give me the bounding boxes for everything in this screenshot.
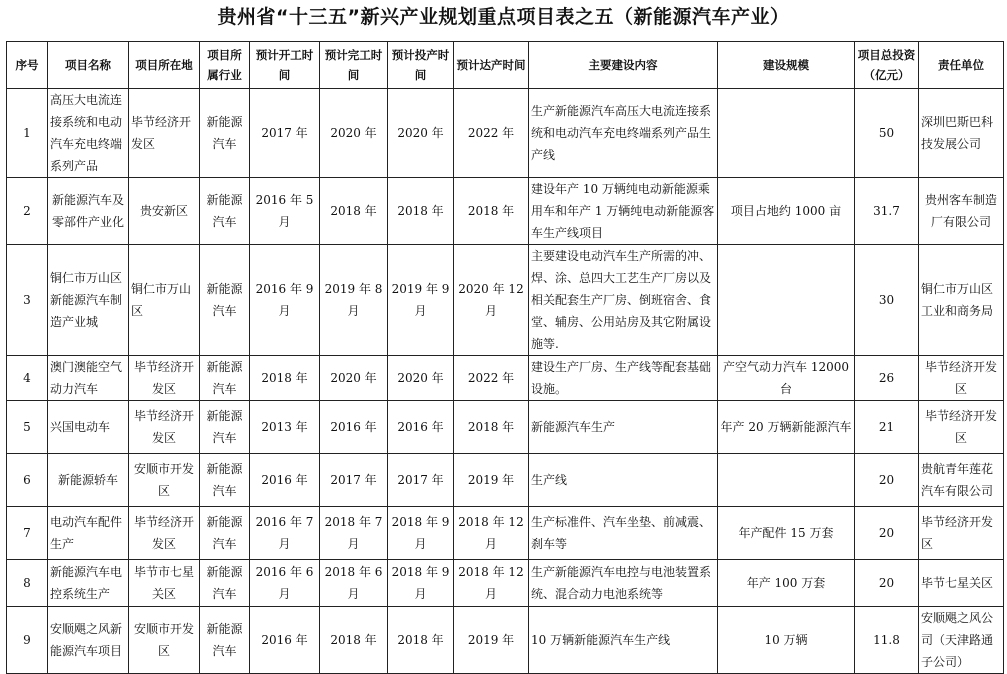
- cell-industry: 新能源汽车: [200, 454, 250, 507]
- table-row: [7, 454, 1004, 507]
- cell-content: 生产线: [529, 454, 718, 507]
- cell-name: 新能源轿车: [48, 454, 129, 507]
- cell-scale: 年产 100 万套: [718, 560, 855, 607]
- cell-seq: 9: [7, 607, 48, 674]
- cell-investment: 30: [855, 245, 919, 356]
- cell-start: 2016 年: [250, 454, 320, 507]
- cell-name: 兴国电动车: [48, 401, 129, 454]
- cell-start: 2016 年 7 月: [250, 507, 320, 560]
- cell-scale: 产空气动力汽车 12000 台: [718, 356, 855, 401]
- cell-capacity: 2022 年: [454, 89, 529, 178]
- cell-content: 建设年产 10 万辆纯电动新能源乘用车和年产 1 万辆纯电动新能源客车生产线项目: [529, 178, 718, 245]
- cell-content: 10 万辆新能源汽车生产线: [529, 607, 718, 674]
- cell-investment: 26: [855, 356, 919, 401]
- cell-industry: 新能源汽车: [200, 507, 250, 560]
- cell-start: 2016 年 5 月: [250, 178, 320, 245]
- table-row: [7, 401, 1004, 454]
- cell-capacity: 2018 年 12 月: [454, 507, 529, 560]
- cell-finish: 2019 年 8 月: [320, 245, 388, 356]
- header-production: 预计投产时间: [388, 42, 454, 89]
- cell-production: 2016 年: [388, 401, 454, 454]
- cell-seq: 8: [7, 560, 48, 607]
- header-capacity: 预计达产时间: [454, 42, 529, 89]
- cell-seq: 3: [7, 245, 48, 356]
- cell-production: 2017 年: [388, 454, 454, 507]
- cell-finish: 2018 年: [320, 178, 388, 245]
- header-finish: 预计完工时间: [320, 42, 388, 89]
- header-content: 主要建设内容: [529, 42, 718, 89]
- cell-investment: 20: [855, 454, 919, 507]
- cell-unit: 毕节经济开发区: [919, 356, 1004, 401]
- cell-seq: 5: [7, 401, 48, 454]
- cell-name: 安顺飓之风新能源汽车项目: [48, 607, 129, 674]
- cell-capacity: 2018 年: [454, 178, 529, 245]
- cell-name: 新能源汽车电控系统生产: [48, 560, 129, 607]
- cell-unit: 深圳巴斯巴科技发展公司: [919, 89, 1004, 178]
- cell-scale: [718, 89, 855, 178]
- cell-name: 高压大电流连接系统和电动汽车充电终端系列产品: [48, 89, 129, 178]
- cell-investment: 21: [855, 401, 919, 454]
- cell-name: 电动汽车配件生产: [48, 507, 129, 560]
- cell-industry: 新能源汽车: [200, 89, 250, 178]
- cell-location: 毕节经济开发区: [129, 507, 200, 560]
- header-location: 项目所在地: [129, 42, 200, 89]
- cell-industry: 新能源汽车: [200, 560, 250, 607]
- header-industry: 项目所属行业: [200, 42, 250, 89]
- cell-seq: 2: [7, 178, 48, 245]
- header-start: 预计开工时间: [250, 42, 320, 89]
- cell-start: 2016 年: [250, 607, 320, 674]
- cell-start: 2016 年 9 月: [250, 245, 320, 356]
- table-row: [7, 507, 1004, 560]
- cell-location: 毕节市七星关区: [129, 560, 200, 607]
- cell-unit: 毕节经济开发区: [919, 507, 1004, 560]
- cell-name: 新能源汽车及零部件产业化: [48, 178, 129, 245]
- cell-start: 2017 年: [250, 89, 320, 178]
- cell-location: 毕节经济开发区: [129, 89, 200, 178]
- cell-start: 2018 年: [250, 356, 320, 401]
- table-row: [7, 89, 1004, 178]
- cell-investment: 20: [855, 560, 919, 607]
- cell-industry: 新能源汽车: [200, 356, 250, 401]
- table-header-row: [7, 42, 1004, 89]
- cell-unit: 贵州客车制造厂有限公司: [919, 178, 1004, 245]
- cell-unit: 安顺飓之风公司（天津路通子公司）: [919, 607, 1004, 674]
- cell-investment: 50: [855, 89, 919, 178]
- cell-location: 毕节经济开发区: [129, 356, 200, 401]
- cell-content: 新能源汽车生产: [529, 401, 718, 454]
- cell-production: 2020 年: [388, 89, 454, 178]
- cell-scale: 年产 20 万辆新能源汽车: [718, 401, 855, 454]
- cell-seq: 4: [7, 356, 48, 401]
- table-row: [7, 178, 1004, 245]
- cell-capacity: 2019 年: [454, 454, 529, 507]
- cell-production: 2018 年: [388, 178, 454, 245]
- cell-finish: 2018 年 7 月: [320, 507, 388, 560]
- table-row: [7, 245, 1004, 356]
- cell-location: 安顺市开发区: [129, 607, 200, 674]
- cell-finish: 2018 年: [320, 607, 388, 674]
- cell-location: 毕节经济开发区: [129, 401, 200, 454]
- projects-table: [6, 41, 1004, 674]
- cell-scale: 10 万辆: [718, 607, 855, 674]
- cell-unit: 毕节经济开发区: [919, 401, 1004, 454]
- cell-capacity: 2019 年: [454, 607, 529, 674]
- cell-finish: 2018 年 6 月: [320, 560, 388, 607]
- cell-industry: 新能源汽车: [200, 607, 250, 674]
- cell-industry: 新能源汽车: [200, 401, 250, 454]
- cell-content: 生产新能源汽车电控与电池装置系统、混合动力电池系统等: [529, 560, 718, 607]
- cell-production: 2019 年 9 月: [388, 245, 454, 356]
- cell-industry: 新能源汽车: [200, 178, 250, 245]
- cell-production: 2020 年: [388, 356, 454, 401]
- cell-seq: 6: [7, 454, 48, 507]
- cell-capacity: 2018 年: [454, 401, 529, 454]
- cell-start: 2013 年: [250, 401, 320, 454]
- cell-content: 生产新能源汽车高压大电流连接系统和电动汽车充电终端系列产品生产线: [529, 89, 718, 178]
- cell-production: 2018 年 9 月: [388, 507, 454, 560]
- cell-investment: 11.8: [855, 607, 919, 674]
- cell-finish: 2020 年: [320, 356, 388, 401]
- cell-name: 铜仁市万山区新能源汽车制造产业城: [48, 245, 129, 356]
- cell-finish: 2020 年: [320, 89, 388, 178]
- cell-name: 澳门澳能空气动力汽车: [48, 356, 129, 401]
- cell-unit: 毕节七星关区: [919, 560, 1004, 607]
- table-row: [7, 356, 1004, 401]
- header-investment: 项目总投资（亿元）: [855, 42, 919, 89]
- cell-scale: 项目占地约 1000 亩: [718, 178, 855, 245]
- header-seq: 序号: [7, 42, 48, 89]
- cell-location: 安顺市开发区: [129, 454, 200, 507]
- header-name: 项目名称: [48, 42, 129, 89]
- table-row: [7, 560, 1004, 607]
- cell-content: 建设生产厂房、生产线等配套基础设施。: [529, 356, 718, 401]
- cell-finish: 2016 年: [320, 401, 388, 454]
- cell-unit: 贵航青年莲花汽车有限公司: [919, 454, 1004, 507]
- cell-seq: 1: [7, 89, 48, 178]
- page-title: 贵州省“十三五”新兴产业规划重点项目表之五（新能源汽车产业）: [217, 6, 790, 28]
- table-row: [7, 607, 1004, 674]
- cell-seq: 7: [7, 507, 48, 560]
- cell-scale: [718, 245, 855, 356]
- cell-investment: 31.7: [855, 178, 919, 245]
- cell-location: 铜仁市万山区: [129, 245, 200, 356]
- cell-start: 2016 年 6 月: [250, 560, 320, 607]
- header-scale: 建设规模: [718, 42, 855, 89]
- cell-scale: 年产配件 15 万套: [718, 507, 855, 560]
- cell-content: 生产标准件、汽车坐垫、前减震、刹车等: [529, 507, 718, 560]
- cell-scale: [718, 454, 855, 507]
- cell-capacity: 2022 年: [454, 356, 529, 401]
- cell-industry: 新能源汽车: [200, 245, 250, 356]
- cell-capacity: 2018 年 12 月: [454, 560, 529, 607]
- cell-production: 2018 年: [388, 607, 454, 674]
- cell-finish: 2017 年: [320, 454, 388, 507]
- cell-location: 贵安新区: [129, 178, 200, 245]
- cell-investment: 20: [855, 507, 919, 560]
- cell-production: 2018 年 9 月: [388, 560, 454, 607]
- cell-unit: 铜仁市万山区工业和商务局: [919, 245, 1004, 356]
- cell-content: 主要建设电动汽车生产所需的冲、焊、涂、总四大工艺生产厂房以及相关配套生产厂房、倒班宿舍、食堂、辅房、公用站房及其它附属设施等.: [529, 245, 718, 356]
- cell-capacity: 2020 年 12 月: [454, 245, 529, 356]
- header-unit: 责任单位: [919, 42, 1004, 89]
